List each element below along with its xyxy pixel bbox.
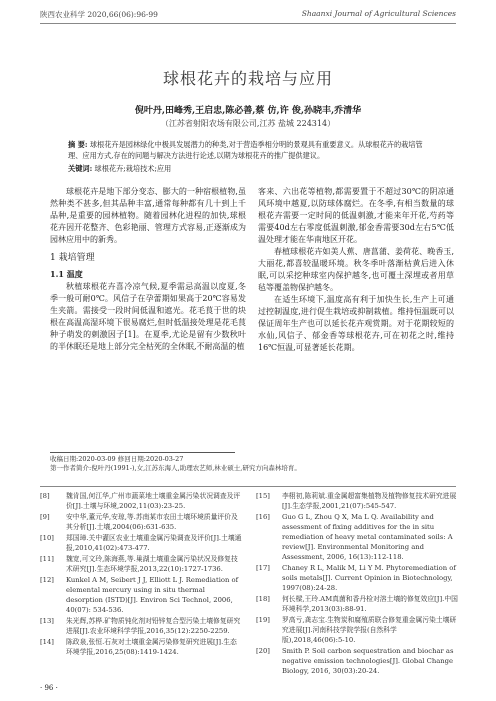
reference-item: [12] Kunkel A M, Seibert J J, Elliott L J. Remediation of elemental mercury using in situ thermal desorption (ISTD)[J]. Environ Sci Technol, 2006, 40(07): 534-536. (40, 576, 239, 614)
paragraph: 球根花卉是地下部分变态、膨大的一种宿根植物,虽然种类不甚多,但其品种丰富,通常每种都有几十到上千品种,是重要的园林植物。随着园林化进程的加快,球根花卉因开花整齐、色彩艳丽、管理方式容易,正逐渐成为园林应用中的新秀。 (50, 187, 246, 244)
keywords-text: 球根花卉;栽培技术;应用 (94, 164, 172, 173)
paragraph: 秋植球根花卉喜冷凉气候,夏季需忌高温以度夏,冬季一般可耐0℃。风信子在孕蕾期如果高于20℃容易发生夹箭。需接受一段时间低温和遮光。花毛茛于世的块根在高温高湿环境下很易腐烂,但时低温接处理是花毛茛种子萌发的刺激因子[1]。在夏季,尤论是留有少数秋叶的半休眠还是地上部分完全枯死的全休眠,不耐高温的植 (50, 282, 246, 351)
reference-item: [19] 罗高亏,龚志宝.生物炭和腐殖质联合修复重金属污染土壤研究进展[J].河南科技学院学报(自然科学版),2018,46(06):5-10. (256, 616, 457, 644)
references-left (40, 491, 242, 658)
reference-item: [11] 魏宽,可文玲,陈海燕,等.巢湖土壤重金属污染状况及修复技术研究[J].生态环境学报,2013,22(10):1727-1736. (40, 555, 238, 573)
footnote-rule (50, 452, 235, 453)
reference-item: [16] Guo G L, Zhou Q X, Ma L Q. Availability and assessment of fixing additives for the in situ remediation of heavy metal contaminated soils: A review[J]. Environmental Monitoring and Assessment, 2006, 16(13):112-118. (256, 513, 453, 561)
authors: 倪叶丹,田峰秀,王启忠,陈必善,蔡 仿,许 俊,孙晓丰,乔清华 (134, 106, 362, 116)
running-header (40, 9, 456, 23)
paragraph: 在适生环境下,温度高有利于加快生长,生产上可通过控制温度,进行促生栽培或抑制栽植。维持恒温既可以保证周年生产也可以延长花卉观赏期。对于花期较短的水仙,风信子、郁金香等球根花卉,可在初花之时,维持16℃恒温,可显著延长花期。 (258, 295, 454, 352)
reference-item: [9] 安中华,董元华,安琼,等.苏南某市农田土壤环境质量评价及其分析[J].土壤,2004(06):631-635. (40, 513, 238, 531)
reference-item: [8] 魏肯国,何江华,广州市蔬菜地土壤重金属污染状况调查及评价[J].土壤与环境,2002,11(03):23-25. (40, 492, 241, 510)
reference-item: [20] Smith P. Soil carbon sequestration and biochar as negative emission technologies[J]. Global Change Biology, 2016, 30(03):20-24. (256, 647, 454, 675)
reference-item: [13] 朱光辉,苏桦.矿物质钝化剂对铅锌复合型污染土壤修复研究进展[J].农业环境科学学报,2016,35(12):2250-2259. (40, 617, 241, 635)
reference-item: [14] 陈政泉,张恒.石灰对土壤重金属污染修复研究进展[J].生态环境学报,2016,25(08):1419-1424. (40, 638, 237, 656)
page-number: · 96 · (40, 684, 58, 692)
paragraph: 客来、六出花等植物,都需要置于不超过30℃的阴凉通风环境中越夏,以防球体腐烂。在冬季,有相当数量的球根花卉需要一定时间的低温刺激,才能来年开花,芍药等需要40d左右零度低温刺激,郁金香需要30d左右5℃低温处理才能在华南地区开花。 (258, 187, 454, 244)
journal-citation: 陕西农业科学 2020,66(06):96-99 (40, 10, 158, 19)
abstract-text: 球根花卉是园林绿化中极具发展潜力的种类,对于营造季相分明的景观具有重要意义。从球根花卉的栽培管理、应用方式,存在的问题与解决方法进行论述,以期为球根花卉的推广提供建议。 (68, 140, 423, 160)
reference-item: [17] Chaney R L, Malik M, Li Y M. Phytoremediation of soils metals[J]. Current Opinion in Biotechnology, 1997(08):24-28. (256, 564, 456, 592)
subsection-heading: 1.1 温度 (50, 269, 83, 279)
reference-item: [15] 李栩初,陈莉斌.重金属超富集植物及植物修复技术研究进展[J].生态学报,2001,21(07):545-547. (256, 492, 457, 510)
header-rule (40, 23, 456, 24)
reference-item: [18] 何长樑,王玲.AM真菌和香丹检对溶土壤的修复效应[J].中国环境科学,2013(03):88-91. (256, 595, 458, 613)
reference-item: [10] 郑国璋.关中灌区农业土壤重金属污染调查及评价[J].土壤通报,2010,41(02):473-477. (40, 534, 242, 552)
author-bio: 第一作者简介:倪叶丹(1991-),女,江苏东海人,助理农艺师,林业硕士,研究方向森林培育。 (50, 464, 301, 472)
section-heading: 1 栽培管理 (50, 253, 95, 263)
keywords (68, 164, 433, 174)
footnote (50, 455, 450, 473)
journal-name-english: Shaanxi Journal of Agricultural Sciences (301, 9, 456, 18)
body-left-column (50, 186, 246, 353)
references-rule (40, 486, 456, 487)
article-title: 球根花卉的栽培与应用 (162, 69, 333, 88)
abstract-label: 摘 要: (68, 140, 88, 149)
affiliation: （江苏省射阳农场有限公司,江苏 盐城 224314） (160, 119, 336, 128)
paragraph: 春植球根花卉如美人蕉、唐菖蒲、姜荷花、晚香玉,大丽花,都喜较温暖环境。秋冬季叶落渐枯黄后进入休眠,可以采挖种球室内保护越冬,也可覆土深埋或者用草毡等覆盖物保护越冬。 (258, 247, 454, 292)
abstract (68, 139, 433, 161)
references-right (256, 491, 458, 677)
received-date: 收稿日期:2020-03-09 修回日期:2020-03-27 (50, 455, 184, 463)
keywords-label: 关键词: (68, 164, 93, 173)
body-right-column (258, 186, 454, 354)
